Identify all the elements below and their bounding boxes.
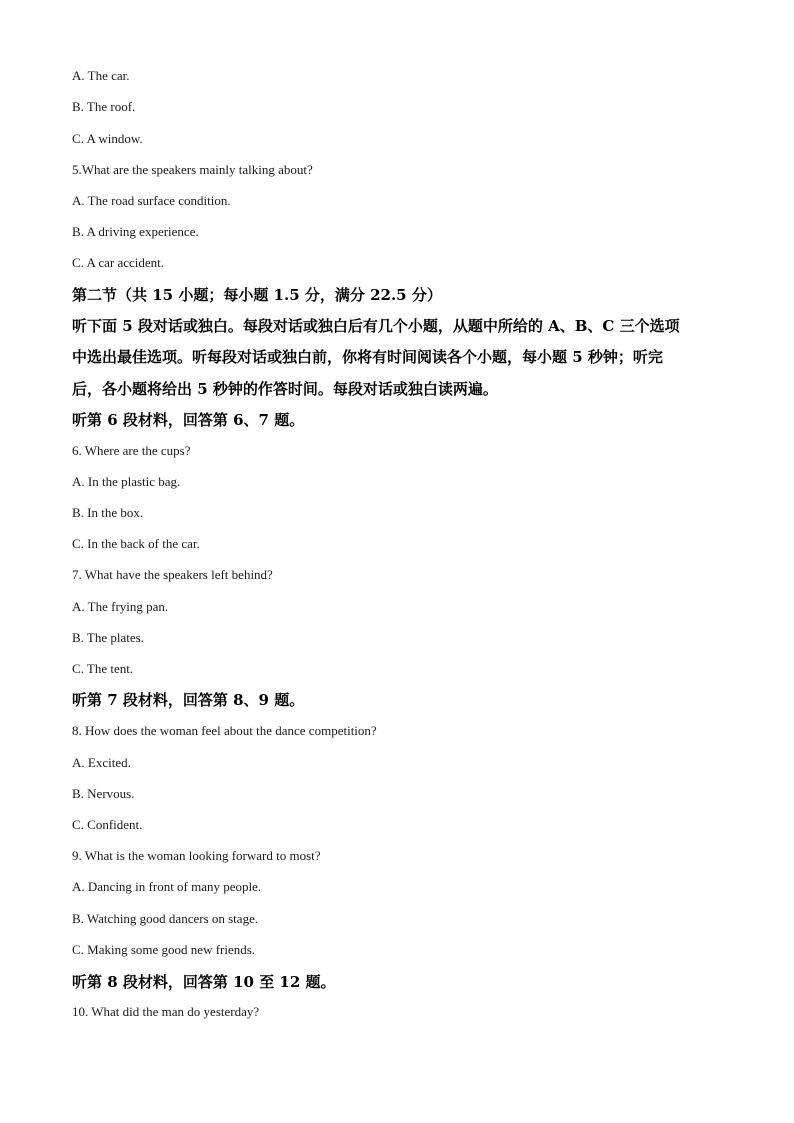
q8-stem: 8. How does the woman feel about the dance competition? <box>72 723 377 738</box>
q8-option-a: A. Excited. <box>72 755 131 770</box>
q6-option-c: C. In the back of the car. <box>72 536 200 551</box>
q5-option-b: B. A driving experience. <box>72 224 199 239</box>
q4-option-a: A. The car. <box>72 68 130 83</box>
q7-option-c: C. The tent. <box>72 661 134 676</box>
section-2-title: 第二节（共 15 小题；每小题 1.5 分，满分 22.5 分） <box>72 286 442 304</box>
q4-option-c: C. A window. <box>72 131 143 146</box>
q7-option-a: A. The frying pan. <box>72 599 169 614</box>
q5-stem: 5.What are the speakers mainly talking about? <box>72 162 313 177</box>
q6-stem: 6. Where are the cups? <box>72 443 191 458</box>
q8-option-b: B. Nervous. <box>72 786 135 801</box>
q9-option-b: B. Watching good dancers on stage. <box>72 911 259 926</box>
q6-option-a: A. In the plastic bag. <box>72 474 181 489</box>
material-7-heading: 听第 7 段材料，回答第 8、9 题。 <box>72 691 305 709</box>
q6-option-b: B. In the box. <box>72 505 144 520</box>
q10-stem: 10. What did the man do yesterday? <box>72 1004 260 1019</box>
material-8-heading: 听第 8 段材料，回答第 10 至 12 题。 <box>72 973 336 991</box>
q7-option-b: B. The plates. <box>72 630 144 645</box>
q9-stem: 9. What is the woman looking forward to most? <box>72 848 321 863</box>
q4-option-b: B. The roof. <box>72 99 136 114</box>
section-2-instruction-line-2: 中选出最佳选项。听每段对话或独白前，你将有时间阅读各个小题，每小题 5 秒钟；听完 <box>72 348 663 366</box>
material-6-heading: 听第 6 段材料，回答第 6、7 题。 <box>72 411 305 429</box>
section-2-instruction-line-1: 听下面 5 段对话或独白。每段对话或独白后有几个小题，从题中所给的 A、B、C 三个选项 <box>72 317 680 335</box>
q5-option-a: A. The road surface condition. <box>72 193 231 208</box>
q8-option-c: C. Confident. <box>72 817 143 832</box>
q9-option-a: A. Dancing in front of many people. <box>72 879 262 894</box>
q7-stem: 7. What have the speakers left behind? <box>72 567 273 582</box>
section-2-instruction-line-3: 后，各小题将给出 5 秒钟的作答时间。每段对话或独白读两遍。 <box>72 380 498 398</box>
q9-option-c: C. Making some good new friends. <box>72 942 256 957</box>
q5-option-c: C. A car accident. <box>72 255 165 270</box>
